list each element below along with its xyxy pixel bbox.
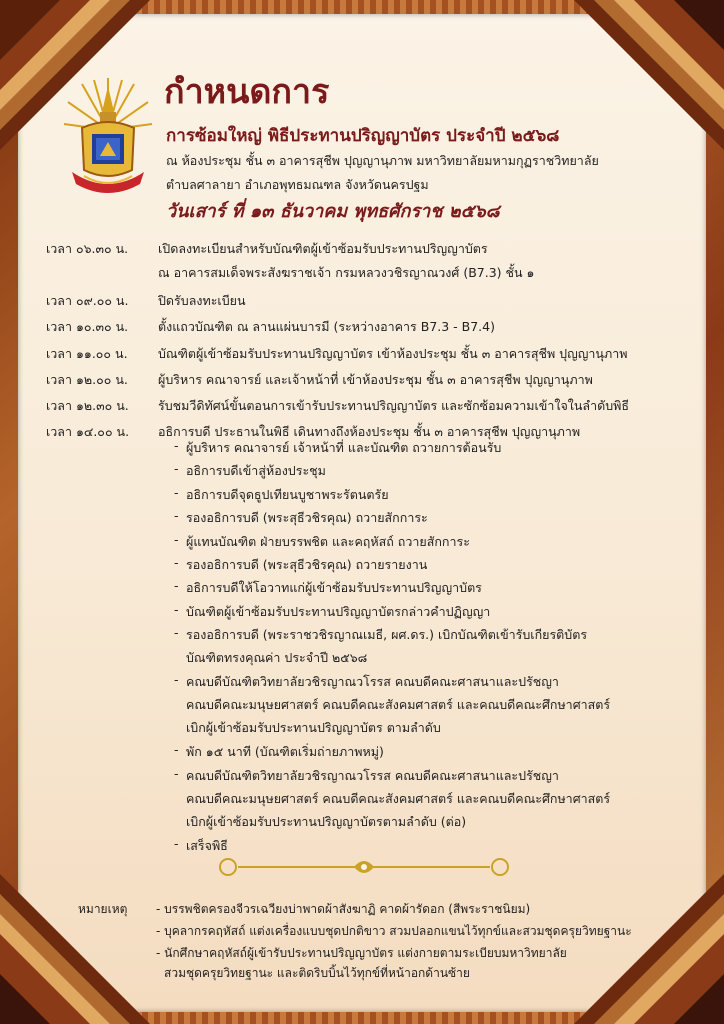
step-line: เสร็จพิธี xyxy=(186,837,228,853)
page-title: กำหนดการ xyxy=(164,72,330,112)
schedule-row xyxy=(46,393,696,419)
schedule-text: ผู้บริหาร คณาจารย์ และเจ้าหน้าที่ เข้าห้องประชุม ชั้น ๓ อาคารสุชีพ ปุญญานุภาพ xyxy=(158,371,593,387)
venue-line-2: ตำบลศาลายา อำเภอพุทธมณฑล จังหวัดนครปฐม xyxy=(166,177,429,192)
schedule-text: ตั้งแถวบัณฑิต ณ ลานแผ่นบารมี (ระหว่างอาคาร B7.3 - B7.4) xyxy=(158,319,495,335)
venue-block xyxy=(166,149,599,197)
ceremony-step xyxy=(174,740,694,763)
schedule-time: เวลา ๑๐.๓๐ น. xyxy=(46,319,129,335)
schedule-text: ปิดรับลงทะเบียน xyxy=(158,293,246,308)
ceremony-step xyxy=(174,436,694,459)
ceremony-step xyxy=(174,506,694,529)
step-line: คณบดีคณะมนุษยศาสตร์ คณบดีคณะสังคมศาสตร์ และคณบดีคณะศึกษาศาสตร์ xyxy=(186,696,611,712)
note-item: - บุคลากรคฤหัสถ์ แต่งเครื่องแบบชุดปกติขาว สวมปลอกแขนไว้ทุกข์และสวมชุดครุยวิทยฐานะ xyxy=(156,924,632,938)
ceremony-step xyxy=(174,530,694,553)
ceremony-step xyxy=(174,553,694,576)
ceremony-step xyxy=(174,623,694,670)
ceremony-step xyxy=(174,483,694,506)
ceremony-step xyxy=(174,764,694,834)
schedule-time: เวลา ๑๒.๓๐ น. xyxy=(46,398,129,414)
ornamental-divider-icon xyxy=(214,852,514,882)
schedule-row xyxy=(46,341,696,367)
schedule-text: อธิการบดี ประธานในพิธี เดินทางถึงห้องประชุม ชั้น ๓ อาคารสุชีพ ปุญญานุภาพ xyxy=(158,424,581,440)
schedule-time: เวลา ๑๑.๐๐ น. xyxy=(46,345,128,361)
step-line: บัณฑิตทรงคุณค่า ประจำปี ๒๕๖๘ xyxy=(186,650,368,666)
note-item: สวมชุดครุยวิทยฐานะ และติดริบบิ้นไว้ทุกข์ที่หน้าอกด้านซ้าย xyxy=(164,966,470,980)
bullet-dash: - xyxy=(174,438,179,453)
schedule-time: เวลา ๑๔.๐๐ น. xyxy=(46,424,130,440)
schedule-text: บัณฑิตผู้เข้าซ้อมรับประทานปริญญาบัตร เข้าห้องประชุม ชั้น ๓ อาคารสุชีพ ปุญญานุภาพ xyxy=(158,345,628,361)
step-line: คณบดีบัณฑิตวิทยาลัยวชิรญาณวโรรส คณบดีคณะศาสนาและปรัชญา xyxy=(186,767,559,783)
schedule-time: เวลา ๐๖.๓๐ น. xyxy=(46,241,129,256)
schedule-row xyxy=(46,236,696,288)
venue-line-1: ณ ห้องประชุม ชั้น ๓ อาคารสุชีพ ปุญญานุภาพ มหาวิทยาลัยมหามกุฏราชวิทยาลัย xyxy=(166,153,599,168)
schedule-text-line-2: ณ อาคารสมเด็จพระสังฆราชเจ้า กรมหลวงวชิรญาณวงศ์ (B7.3) ชั้น ๑ xyxy=(158,265,535,280)
bullet-dash: - xyxy=(174,578,179,594)
corner-ornament-bottom-right xyxy=(574,874,724,1024)
step-line: อธิการบดีเข้าสู่ห้องประชุม xyxy=(186,463,326,479)
bullet-dash: - xyxy=(174,601,179,617)
step-line: อธิการบดีให้โอวาทแก่ผู้เข้าซ้อมรับประทานปริญญาบัตร xyxy=(186,580,482,596)
corner-ornament-bottom-left xyxy=(0,874,150,1024)
step-line: พัก ๑๕ นาที (บัณฑิตเริ่มถ่ายภาพหมู่) xyxy=(186,744,384,760)
step-line: คณบดีคณะมนุษยศาสตร์ คณบดีคณะสังคมศาสตร์ และคณบดีคณะศึกษาศาสตร์ xyxy=(186,790,611,806)
step-line: รองอธิการบดี (พระราชวชิรญาณเมธี, ผศ.ดร.) เบิกบัณฑิตเข้ารับเกียรติบัตร xyxy=(186,627,588,643)
schedule-row xyxy=(46,367,696,393)
schedule-row xyxy=(46,288,696,314)
bullet-dash: - xyxy=(174,461,179,477)
notes-label: หมายเหตุ xyxy=(78,902,128,916)
schedule-time: เวลา ๑๒.๐๐ น. xyxy=(46,371,128,387)
schedule-time: เวลา ๐๙.๐๐ น. xyxy=(46,293,129,308)
step-line: รองอธิการบดี (พระสุธีวชิรคุณ) ถวายรายงาน xyxy=(186,556,428,572)
bullet-dash: - xyxy=(174,625,179,641)
ceremony-step xyxy=(174,670,694,740)
bullet-dash: - xyxy=(174,742,179,758)
step-line: เบิกผู้เข้าซ้อมรับประทานปริญญาบัตรตามลำดับ (ต่อ) xyxy=(186,813,467,829)
schedule-text: รับชมวีดิทัศน์ขั้นตอนการเข้ารับประทานปริญญาบัตร และซักซ้อมความเข้าใจในลำดับพิธี xyxy=(158,398,630,414)
bullet-dash: - xyxy=(174,484,179,500)
bullet-dash: - xyxy=(174,554,179,570)
bullet-dash: - xyxy=(174,671,179,687)
step-line: รองอธิการบดี (พระสุธีวชิรคุณ) ถวายสักการะ xyxy=(186,510,428,526)
schedule-text: เปิดลงทะเบียนสำหรับบัณฑิตผู้เข้าซ้อมรับประทานปริญญาบัตร xyxy=(158,241,488,256)
ceremony-step xyxy=(174,576,694,599)
schedule-row xyxy=(46,314,696,340)
step-line: ผู้แทนบัณฑิต ฝ่ายบรรพชิต และคฤหัสถ์ ถวายสักการะ xyxy=(186,533,470,549)
step-line: ผู้บริหาร คณาจารย์ เจ้าหน้าที่ และบัณฑิต ถวายการต้อนรับ xyxy=(186,440,502,455)
event-subtitle: การซ้อมใหญ่ พิธีประทานปริญญาบัตร ประจำปี ๒๕๖๘ xyxy=(166,126,560,146)
note-item: - บรรพชิตครองจีวรเฉวียงบ่าพาดผ้าสังฆาฏิ คาดผ้ารัดอก (สีพระราชนิยม) xyxy=(156,902,531,916)
note-item: - นักศึกษาคฤหัสถ์ผู้เข้ารับประทานปริญญาบัตร แต่งกายตามระเบียบมหาวิทยาลัย xyxy=(156,946,567,960)
top-border-stripe xyxy=(130,0,594,14)
bullet-dash: - xyxy=(174,508,179,524)
step-line: บัณฑิตผู้เข้าซ้อมรับประทานปริญญาบัตรกล่าวคำปฏิญญา xyxy=(186,603,491,619)
event-date: วันเสาร์ ที่ ๑๓ ธันวาคม พุทธศักราช ๒๕๖๘ xyxy=(166,201,500,222)
step-line: คณบดีบัณฑิตวิทยาลัยวชิรญาณวโรรส คณบดีคณะศาสนาและปรัชญา xyxy=(186,673,559,689)
schedule-list xyxy=(46,236,696,446)
ceremony-steps xyxy=(174,436,694,857)
bullet-dash: - xyxy=(174,835,179,851)
bullet-dash: - xyxy=(174,531,179,547)
ceremony-step xyxy=(174,600,694,623)
step-line: เบิกผู้เข้าซ้อมรับประทานปริญญาบัตร ตามลำดับ xyxy=(186,719,441,735)
university-emblem-icon xyxy=(62,72,154,204)
ceremony-step xyxy=(174,459,694,482)
bullet-dash: - xyxy=(174,765,179,781)
corner-ornament-top-right xyxy=(574,0,724,150)
step-line: อธิการบดีจุดธูปเทียนบูชาพระรัตนตรัย xyxy=(186,486,389,502)
bottom-border-stripe xyxy=(130,1012,594,1024)
